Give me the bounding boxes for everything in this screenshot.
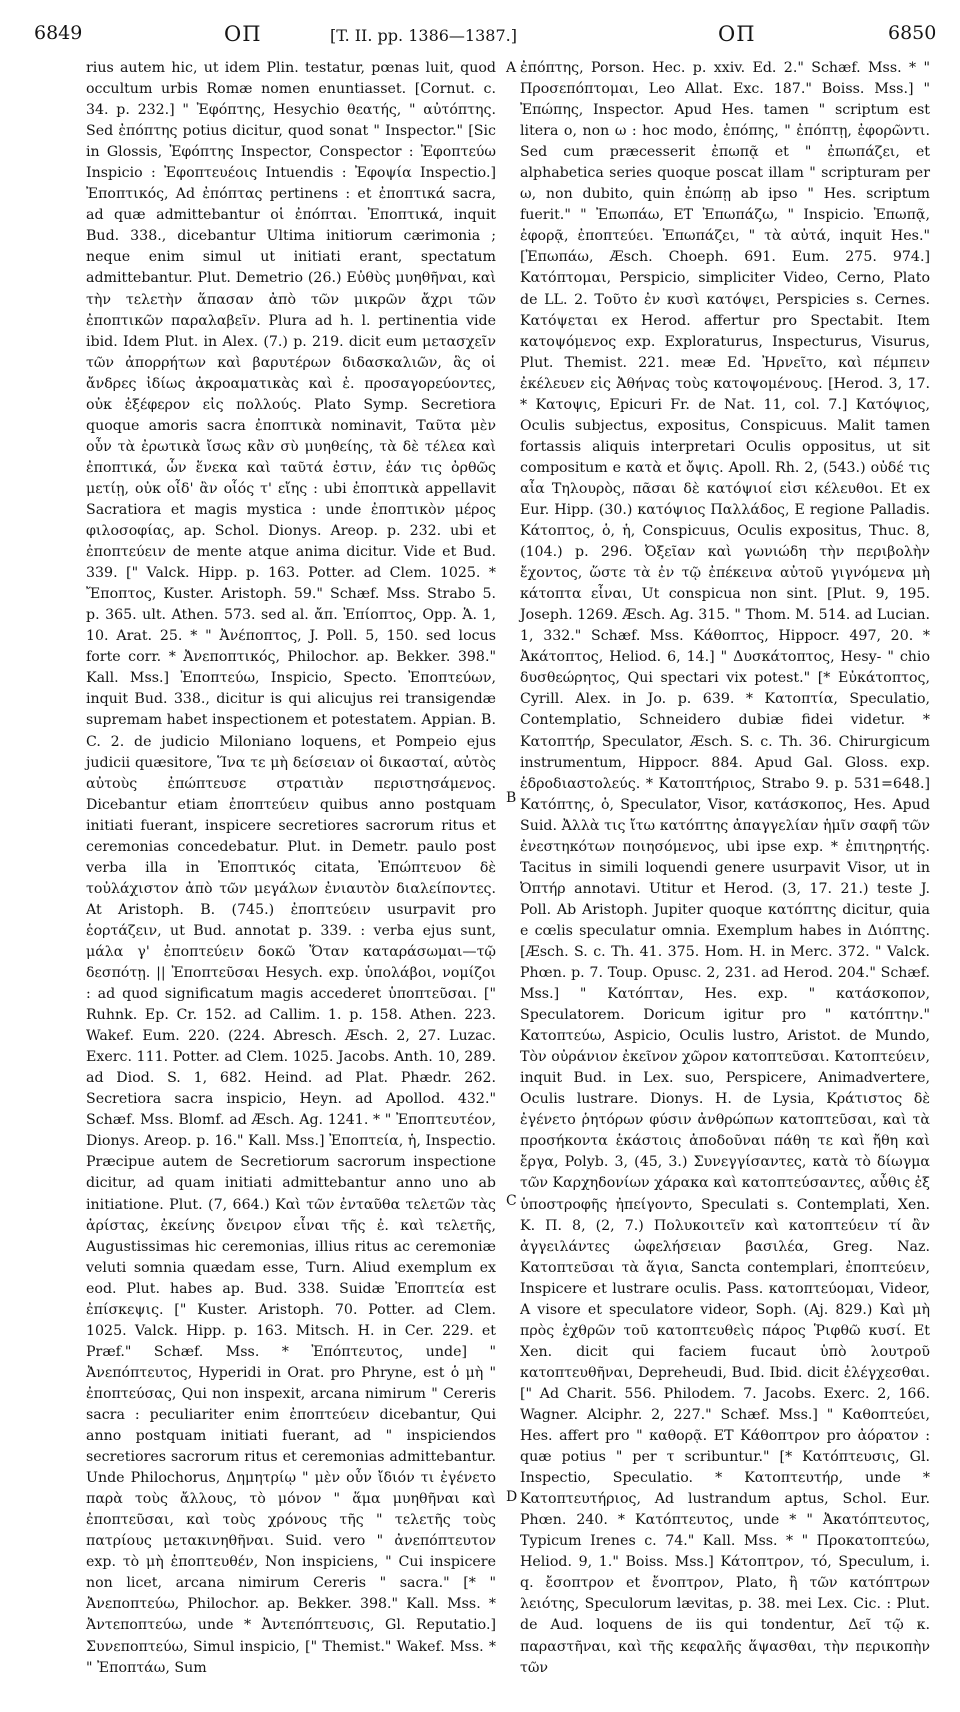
page-number-right: 6850: [888, 22, 937, 44]
right-column-text: ἐπόπτης, Porson. Hec. p. xxiv. Ed. 2." Schæf. Mss. * " Προσεπόπτομαι, Leo Allat. Exc. 187." Boiss. Mss.] " Ἐπώπης, Inspector. Apud Hes. tamen " scriptum est litera o, non ω : hoc modo, ἐπόπης, " ἐπόπτῃ, ἐφορῶντι. Sed cum præcesserit ἐπωπᾷ et " ἐπωπάζει, et alphabetica series quoque poscat illam " scripturam per ω, non dubito, quin ἐπώπῃ ab ipso " Hes. scriptum fuerit." " Ἐπωπάω, ET Ἐπωπάζω, " Inspicio. Ἐπωπᾷ, ἐφορᾷ, ἐποπτεύει. Ἐπωπάζει, " τὰ αὐτά, inquit Hes." [Ἐπωπάω, Æsch. Choeph. 691. Eum. 275. 974.] Κατόπτομαι, Perspicio, simpliciter Video, Cerno, Plato de LL. 2. Τοῦτο ἐν κυσὶ κατόψει, Perspicies s. Cernes. Κατόψεται ex Herod. affertur pro Spectabit. Item κατοψόμενος exp. Exploraturus, Inspecturus, Visurus, Plut. Themist. 221. meæ Ed. Ἠρνεῖτο, καὶ πέμπειν ἐκέλευεν εἰς Ἀθήνας τοὺς κατοψομένους. [Herod. 3, 17. * Κατοψις, Epicuri Fr. de Nat. 11, col. 7.] Κατόψιος, Oculis subjectus, expositus, Conspicuus. Malit tamen fortassis aliquis interpretari Oculis oppositus, ut sit compositum e κατὰ et ὄψις. Apoll. Rh. 2, (543.) οὐδέ τις αἶα Τηλουρὸς, πᾶσαι δὲ κατόψιοί εἰσι κέλευθοι. Et ex Eur. Hipp. (30.) κατόψιος Παλλάδος, E regione Palladis. Κάτοπτος, ὁ, ἡ, Conspicuus, Oculis expositus, Thuc. 8, (104.) p. 296. Ὀξεῖαν καὶ γωνιώδη τὴν περιβολὴν ἔχοντος, ὥστε τὰ ἐν τῷ ἐπέκεινα αὐτοῦ γιγνόμενα μὴ κάτοπτα εἶναι, Ut conspicua non sint. [Plut. 9, 195. Joseph. 1269. Æsch. Ag. 315. " Thom. M. 514. ad Lucian. 1, 332." Schæf. Mss. Κάθοπτος, Hippocr. 497, 20. * Ἀκάτοπτος, Heliod. 6, 14.] " Δυσκάτοπτος, Hesy- " chio δυσθεώρητος, Qui spectari vix potest." [* Εὐκάτοπτος, Cyrill. Alex. in Jo. p. 639. * Κατοπτία, Speculatio, Contemplatio, Schneidero dubiæ fidei videtur. * Κατοπτήρ, Speculator, Æsch. S. c. Th. 36. Chirurgicum instrumentum, Hippocr. 884. Apud Gal. Gloss. exp. ἑδροδιαστολεύς. * Κατοπτήριος, Strabo 9. p. 531=648.] Κατόπτης, ὁ, Speculator, Visor, κατάσκοπος, Hes. Apud Suid. Ἀλλὰ τις ἴτω κατόπτης ἀπαγγελίαν ἡμῖν σαφῆ τῶν ἐνεστηκότων ποιησόμενος, ubi ipse exp. * ἐπιτηρητής. Tacitus in simili loquendi genere usurpavit Visor, ut in Ὀπτήρ annotavi. Utitur et Herod. (3, 17. 21.) teste J. Poll. Ab Aristoph. Jupiter quoque κατόπτης dicitur, quia e cœlis speculatur omnia. Exemplum habes in Διόπτης. [Æsch. S. c. Th. 41. 375. Hom. H. in Merc. 372. " Valck. Phœn. p. 7. Toup. Opusc. 2, 231. ad Herod. 204." Schæf. Mss.] " Κατόπταν, Hes. exp. " κατάσκοπον, Speculatorem. Doricum igitur pro " κατόπτην." Κατοπτεύω, Aspicio, Oculis lustro, Aristot. de Mundo, Τὸν οὐράνιον ἐκεῖνον χῶρον κατοπτεῦσαι. Κατοπτεύειν, inquit Bud. in Lex. suo, Perspicere, Animadvertere, Oculis lustrare. Dionys. H. de Lysia, Κράτιστος δὲ ἐγένετο ῥητόρων φύσιν ἀνθρώπων κατοπτεῦσαι, καὶ τὰ προσήκοντα ἑκάστοις ἀποδοῦναι πάθη τε καὶ ἤθη καὶ ἔργα, Polyb. 3, (45, 3.) Συνεγγίσαντες, κατὰ τὸ δίωγμα τῶν Καρχηδονίων χάρακα καὶ κατοπτεύσαντες, αὖθις ἐξ ὑποστροφῆς ἠπείγοντο, Speculati s. Contemplati, Xen. K. Π. 8, (2, 7.) Πολυκοιτεῖν καὶ κατοπτεύειν τί ἂν ἀγγειλάντες ὠφελήσειαν βασιλέα, Greg. Naz. Κατοπτεῦσαι τὰ ἅγια, Sancta contemplari, ἐποπτεύειν, Inspicere et lustrare oculis. Pass. κατοπτεύομαι, Videor, A visore et speculatore videor, Soph. (Aj. 829.) Καὶ μὴ πρὸς ἐχθρῶν τοῦ κατοπτευθεὶς πάρος Ῥιφθῶ κυσί. Et Xen. dicit qui faciem fucaut ὑπὸ λουτροῦ κατοπτευθῆναι, Depreheudi, Bud. Ibid. dicit ἐλέγχεσθαι. [" Ad Charit. 556. Philodem. 7. Jacobs. Exerc. 2, 166. Wagner. Alciphr. 2, 227." Schæf. Mss.] " Καθοπτεύει, Hes. affert pro " καθορᾷ. ET Κάθοπτρον pro ἀόρατον : quæ potius " per τ scribuntur." [* Κατόπτευσις, Gl. Inspectio, Speculatio. * Κατοπτευτήρ, unde * Κατοπτευτήριος, Ad lustrandum aptus, Schol. Eur. Phœn. 240. * Κατόπτευτος, unde * " Ἀκατόπτευτος, Typicum Irenes c. 74." Kall. Mss. * " Προκατοπτεύω, Heliod. 9, 1." Boiss. Mss.] Κάτοπτρον, τό, Speculum, i. q. ἔσοπτρον et ἔνοπτρον, Plato, ἢ τῶν κατόπτρων λειότης, Speculorum lævitas, p. 38. mei Lex. Cic. : Plut. de Aud. loquens de iis qui tondentur, Δεῖ τῷ κ. παραστῆναι, καὶ τῆς κεφαλῆς ἅψασθαι, τὴν περικοπὴν τῶν: [520, 60, 930, 1676]
margin-letter-a: A: [506, 60, 517, 76]
margin-letter-d: D: [506, 1489, 518, 1505]
volume-reference: [T. II. pp. 1386—1387.]: [330, 26, 517, 45]
right-column: [520, 58, 930, 1679]
page-number-left: 6849: [34, 22, 83, 44]
margin-letter-b: B: [506, 790, 517, 806]
left-column: [86, 58, 496, 1679]
running-title-right: ΟΠ: [718, 22, 756, 46]
margin-letter-c: C: [506, 1193, 517, 1209]
running-title-left: ΟΠ: [224, 22, 262, 46]
page-header: [28, 18, 937, 54]
left-column-text: rius autem hic, ut idem Plin. testatur, pœnas luit, quod occultum urbis Romæ nomen enuntiasset. [Cornut. c. 34. p. 232.] " Ἐφόπτης, Hesychio θεατής, " αὐτόπτης. Sed ἐπόπτης potius dicitur, quod sonat " Inspector." [Sic in Glossis, Ἐφόπτης Inspector, Conspector : Ἐφοπτεύω Inspicio : Ἐφοπτευέοις Intuendis : Ἐφοψία Inspectio.] Ἐποπτικός, Ad ἐπόπτας pertinens : et ἐποπτικά sacra, ad quæ admittebantur οἱ ἐπόπται. Ἐποπτικά, inquit Bud. 338., dicebantur Ultima initiorum cærimonia ; neque enim simul ut initiati erant, spectatum admittebantur. Plut. Demetrio (26.) Εὐθὺς μυηθῆναι, καὶ τὴν τελετὴν ἅπασαν ἀπὸ τῶν μικρῶν ἄχρι τῶν ἐποπτικῶν παραλαβεῖν. Plura ad h. l. pertinentia vide ibid. Idem Plut. in Alex. (7.) p. 219. dicit eum μετασχεῖν τῶν ἀπορρήτων καὶ βαρυτέρων διδασκαλιῶν, ἃς οἱ ἄνδρες ἰδίως ἀκροαματικὰς καὶ ἐ. προσαγορεύοντες, οὐκ ἐξέφερον εἰς πολλούς. Plato Symp. Secretiora quoque amoris sacra ἐποπτικὰ nominavit, Ταῦτα μὲν οὖν τὰ ἐρωτικὰ ἴσως κἂν σὺ μυηθείης, τὰ δὲ τέλεα καὶ ἐποπτικά, ὧν ἕνεκα καὶ ταῦτά ἐστιν, ἐάν τις ὀρθῶς μετίῃ, οὐκ οἶδ' ἂν οἷός τ' εἴης : ubi ἐποπτικὰ appellavit Sacratiora et magis mystica : unde ἐποπτικὸν μέρος φιλοσοφίας, ap. Schol. Dionys. Areop. p. 232. ubi et ἐποπτεύειν de mente atque anima dicitur. Vide et Bud. 339. [" Valck. Hipp. p. 163. Potter. ad Clem. 1025. * Ἔποπτος, Kuster. Aristoph. 59." Schæf. Mss. Strabo 5. p. 365. ult. Athen. 573. sed al. ἄπ. Ἐπίοπτος, Opp. Ἁ. 1, 10. Arat. 25. * " Ἀνέποπτος, J. Poll. 5, 150. sed locus forte corr. * Ἀνεποπτικός, Philochor. ap. Bekker. 398." Kall. Mss.] Ἐποπτεύω, Inspicio, Specto. Ἐποπτεύων, inquit Bud. 338., dicitur is qui alicujus rei transigendæ supremam habet inspectionem et potestatem. Appian. B. C. 2. de judicio Miloniano loquens, et Pompeio ejus judicii quæsitore, Ἵνα τε μὴ δείσειαν οἱ δικασταί, αὐτὸς αὐτοὺς ἐπώπτευσε στρατιὰν περιστησάμενος. Dicebantur etiam ἐποπτεύειν quibus anno postquam initiati fuerant, inspicere secretiores sacrorum ritus et ceremonias concedebatur. Plut. in Demetr. paulo post verba illa in Ἐποπτικός citata, Ἐπώπτευον δὲ τοὐλάχιστον ἀπὸ τῶν μεγάλων ἐνιαυτὸν διαλείποντες. At Aristoph. B. (745.) ἐποπτεύειν usurpavit pro ἑορτάζειν, ut Bud. annotat p. 339. : verba ejus sunt, μάλα γ' ἐποπτεύειν δοκῶ Ὅταν καταράσωμαι—τῷ δεσπότῃ. || Ἐποπτεῦσαι Hesych. exp. ὑπολάβοι, νομίζοι : ad quod significatum magis accederet ὑποπτεῦσαι. [" Ruhnk. Ep. Cr. 152. ad Callim. 1. p. 158. Athen. 223. Wakef. Eum. 220. (224. Abresch. Æsch. 2, 27. Luzac. Exerc. 111. Potter. ad Clem. 1025. Jacobs. Anth. 10, 289. ad Diod. S. 1, 682. Heind. ad Plat. Phædr. 262. Secretiora sacra inspicio, Heyn. ad Apollod. 432." Schæf. Mss. Blomf. ad Æsch. Ag. 1241. * " Ἐποπτευτέον, Dionys. Areop. p. 16." Kall. Mss.] Ἐποπτεία, ἡ, Inspectio. Præcipue autem de Secretiorum sacrorum inspectione dicitur, ad quam initiati admittebantur anno uno ab initiatione. Plut. (7, 664.) Καὶ τῶν ἐνταῦθα τελετῶν τὰς ἀρίστας, ἐκείνης ὄνειρον εἶναι τῆς ἐ. καὶ τελετῆς, Augustissimas hic ceremonias, illius ritus ac ceremoniæ veluti somnia quædam esse, Turn. Aliud exemplum ex eod. Plut. habes ap. Bud. 338. Suidæ Ἐποπτεία est ἐπίσκεψις. [" Kuster. Aristoph. 70. Potter. ad Clem. 1025. Valck. Hipp. p. 163. Mitsch. H. in Cer. 229. et Præf." Schæf. Mss. * Ἐπόπτευτος, unde] " Ἀνεπόπτευτος, Hyperidi in Orat. pro Phryne, est ὁ μὴ " ἐποπτεύσας, Qui non inspexit, arcana nimirum " Cereris sacra : peculiariter enim ἐποπτεύειν dicebantur, Qui anno postquam initiati fuerant, ad " inspiciendos secretiores sacrorum ritus et ceremonias admittebantur. Unde Philochorus, Δημητρίῳ " μὲν οὖν ἴδιόν τι ἐγένετο παρὰ τοὺς ἄλλους, τὸ μόνον " ἅμα μυηθῆναι καὶ ἐποπτεῦσαι, καὶ τοὺς χρόνους τῆς " τελετῆς τοὺς πατρίους μετακινηθῆναι. Suid. vero " ἀνεπόπτευτον exp. τὸ μὴ ἐποπτευθέν, Non inspiciens, " Cui inspicere non licet, arcana nimirum Cereris " sacra." [* " Ἀνεποπτεύω, Philochor. ap. Bekker. 398." Kall. Mss. * Ἀντεποπτεύω, unde * Ἀντεπόπτευσις, Gl. Reputatio.] Συνεποπτεύω, Simul inspicio, [" Themist." Wakef. Mss. * " Ἐποπτάω, Sum: [86, 60, 496, 1676]
